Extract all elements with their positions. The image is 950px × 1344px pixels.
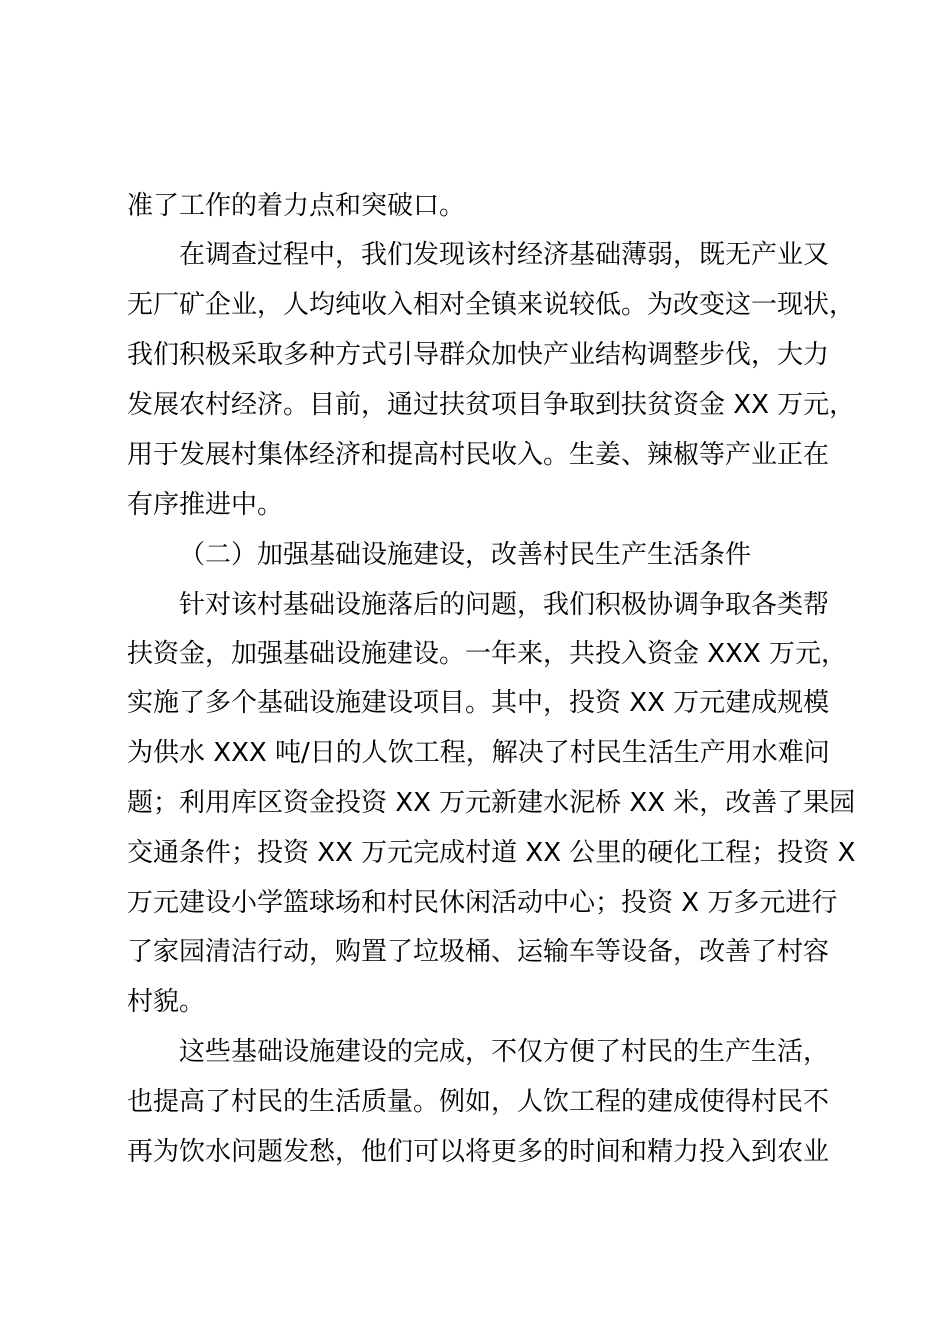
text-line: 扶资金，加强基础设施建设。一年来，共投入资金 XXX 万元， — [127, 639, 847, 669]
text-line: 为供水 XXX 吨/日的人饮工程，解决了村民生活生产用水难问 — [127, 738, 830, 768]
section-heading: （二）加强基础设施建设，改善村民生产生活条件 — [179, 540, 752, 570]
text-line: 发展农村经济。目前，通过扶贫项目争取到扶贫资金 XX 万元， — [127, 390, 856, 420]
text-line: 也提高了村民的生活质量。例如，人饮工程的建成使得村民不 — [127, 1087, 830, 1117]
text-line: 有序推进中。 — [127, 490, 284, 520]
text-line: 题；利用库区资金投资 XX 万元新建水泥桥 XX 米，改善了果园 — [127, 788, 856, 818]
text-line: 实施了多个基础设施建设项目。其中，投资 XX 万元建成规模 — [127, 688, 830, 718]
text-line: 用于发展村集体经济和提高村民收入。生姜、辣椒等产业正在 — [127, 440, 830, 470]
text-line: 村貌。 — [127, 987, 206, 1017]
text-line: 在调查过程中，我们发现该村经济基础薄弱，既无产业又 — [179, 240, 830, 270]
text-line: 万元建设小学篮球场和村民休闲活动中心；投资 X 万多元进行 — [127, 888, 838, 918]
text-line: 了家园清洁行动，购置了垃圾桶、运输车等设备，改善了村容 — [127, 937, 830, 967]
text-line: 交通条件；投资 XX 万元完成村道 XX 公里的硬化工程；投资 X — [127, 838, 856, 868]
text-line: 准了工作的着力点和突破口。 — [127, 191, 466, 221]
text-line: 我们积极采取多种方式引导群众加快产业结构调整步伐，大力 — [127, 340, 830, 370]
text-line: 再为饮水问题发愁，他们可以将更多的时间和精力投入到农业 — [127, 1137, 830, 1167]
text-line: 这些基础设施建设的完成，不仅方便了村民的生产生活， — [179, 1037, 830, 1067]
text-line: 无厂矿企业，人均纯收入相对全镇来说较低。为改变这一现状， — [127, 290, 856, 320]
text-line: 针对该村基础设施落后的问题，我们积极协调争取各类帮 — [179, 590, 830, 620]
